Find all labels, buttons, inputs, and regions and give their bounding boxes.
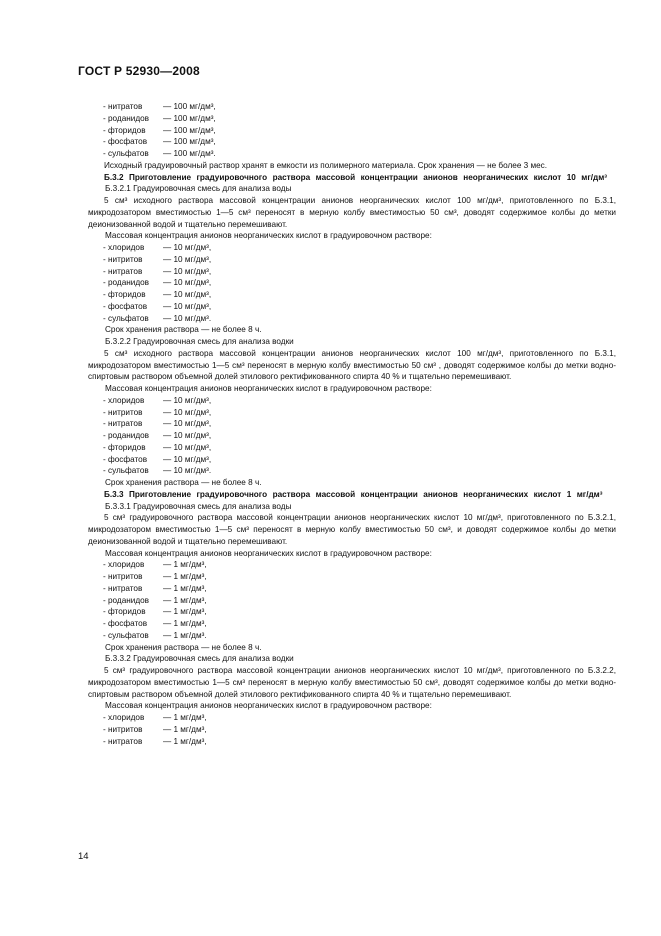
shelf-life-text: Срок хранения раствора — не более 8 ч. [105,325,262,335]
concentration-text: Массовая концентрация анионов неорганических кислот в градуировочном растворе: [105,701,432,711]
anion-concentration: — 10 мг/дм³, [163,431,212,440]
anion-name: - роданидов [103,431,150,440]
anion-concentration: — 10 мг/дм³, [163,419,212,429]
subsection-b332: Б.3.3.2 Градуировочная смесь для анализа водки [105,654,294,664]
anion-name: - нитратов [103,736,143,746]
list-anions-100 [88,101,616,160]
anion-name: - фосфатов [103,454,148,464]
list-item [88,254,616,266]
anion-name: - нитритов [103,572,143,581]
anion-name: - фосфатов [103,619,148,628]
anion-concentration: — 1 мг/дм³, [163,713,207,722]
list-item [88,101,616,113]
anion-concentration: — 10 мг/дм³, [163,454,212,464]
anion-concentration: — 100 мг/дм³, [163,102,216,111]
anion-concentration: — 10 мг/дм³, [163,278,212,288]
list-item [88,571,616,583]
concentration-text: Массовая концентрация анионов неорганических кислот в градуировочном растворе: [105,548,432,558]
concentration-text: Массовая концентрация анионов неорганических кислот в градуировочном растворе: [105,384,432,393]
anion-concentration: — 1 мг/дм³, [163,595,207,605]
list-item [88,736,616,748]
list-item [88,712,616,724]
anion-name: - сульфатов [103,313,149,323]
subsection-b331: Б.3.3.1 Градуировочная смесь для анализа воды [105,501,292,511]
list-anions-1-vodka [88,712,616,747]
anion-concentration: — 100 мг/дм³, [163,113,216,123]
anion-name: - фосфатов [103,301,148,311]
list-item [88,148,616,160]
anion-name: - нитритов [103,254,143,264]
list-item [88,313,616,325]
list-item [88,418,616,430]
anion-concentration: — 10 мг/дм³, [163,407,212,417]
anion-concentration: — 100 мг/дм³, [163,125,216,135]
page-number: 14 [78,851,89,862]
anion-name: - хлоридов [103,395,145,405]
anion-concentration: — 10 мг/дм³, [163,395,212,405]
anion-concentration: — 10 мг/дм³, [163,301,212,311]
list-item [88,559,616,571]
list-item [88,724,616,736]
list-item [88,442,616,454]
section-heading-b33: Б.3.3 Приготовление градуировочного раствора массовой концентрации анионов неорганических кислот 1 мг/дм³ [104,489,603,499]
subsection-b322: Б.3.2.2 Градуировочная смесь для анализа водки [105,337,294,346]
list-anions-1-water [88,559,616,641]
anion-name: - роданидов [103,278,150,288]
list-item [88,301,616,313]
list-item [88,595,616,607]
page-header-title: ГОСТ Р 52930—2008 [78,64,200,78]
list-item [88,266,616,278]
anion-concentration: — 10 мг/дм³, [163,266,212,276]
list-item [88,606,616,618]
anion-concentration: — 1 мг/дм³, [163,572,207,581]
anion-name: - нитритов [103,407,143,417]
document-body [88,101,616,747]
list-item [88,242,616,254]
anion-name: - роданидов [103,595,150,605]
anion-name: - сульфатов [103,466,149,476]
anion-name: - фторидов [103,290,146,299]
anion-name: - нитратов [103,583,143,593]
anion-name: - хлоридов [103,713,145,722]
list-item [88,113,616,125]
list-anions-10-vodka [88,395,616,477]
anion-concentration: — 1 мг/дм³, [163,607,207,617]
anion-concentration: — 100 мг/дм³. [163,149,216,158]
anion-concentration: — 1 мг/дм³, [163,583,207,593]
list-item [88,277,616,289]
concentration-text: Массовая концентрация анионов неорганических кислот в градуировочном растворе: [105,231,432,241]
list-item [88,407,616,419]
anion-name: - нитратов [103,419,143,429]
anion-concentration: — 10 мг/дм³, [163,243,212,252]
list-item [88,454,616,466]
anion-concentration: — 10 мг/дм³, [163,442,212,452]
list-anions-10-water [88,242,616,324]
list-item [88,618,616,630]
paragraph-storage: Исходный градуировочный раствор хранят в емкости из полимерного материала. Срок хранения — не более 3 мес. [104,160,548,170]
anion-concentration: — 1 мг/дм³, [163,736,207,746]
paragraph-b321: 5 см³ исходного раствора массовой концентрации анионов неорганических кислот 100 мг/дм³, приготовленного по Б.3.1, микродозатором вместимостью 1—5 см³ переносят в мерную колбу вместимостью 50 см³, доводят содержимое колбы до метки деионизованной водой и тщательно перемешивают. [88,196,616,229]
anion-concentration: — 1 мг/дм³, [163,560,207,570]
list-item [88,125,616,137]
anion-name: - сульфатов [103,630,149,640]
anion-concentration: — 1 мг/дм³, [163,619,207,628]
anion-concentration: — 1 мг/дм³. [163,630,207,640]
anion-name: - фторидов [103,125,146,135]
subsection-b321: Б.3.2.1 Градуировочная смесь для анализа воды [105,184,292,194]
anion-name: - хлоридов [103,243,145,252]
list-item [88,289,616,301]
shelf-life-text: Срок хранения раствора — не более 8 ч. [105,642,262,652]
anion-concentration: — 100 мг/дм³, [163,137,216,147]
anion-name: - хлоридов [103,560,145,570]
shelf-life-text: Срок хранения раствора — не более 8 ч. [105,478,262,487]
paragraph-b322: 5 см³ исходного раствора массовой концентрации анионов неорганических кислот 100 мг/дм³, приготовленного по Б.3.1, микродозатором вместимостью 1—5 см³ переносят в мерную колбу вместимостью 50 см³ , доводят содержимое колбы до метки водно-спиртовым раствором объемной долей этилового ректификованного спирта 40 % и тщательно перемешивают. [88,348,616,382]
anion-name: - нитратов [103,102,143,111]
anion-concentration: — 10 мг/дм³, [163,290,212,299]
anion-concentration: — 10 мг/дм³. [163,313,212,323]
list-item [88,630,616,642]
anion-name: - фторидов [103,607,146,617]
section-heading-b32: Б.3.2 Приготовление градуировочного раствора массовой концентрации анионов неорганических кислот 10 мг/дм³ [104,172,607,182]
anion-name: - роданидов [103,113,150,123]
anion-name: - нитритов [103,724,143,734]
paragraph-b331: 5 см³ градуировочного раствора массовой концентрации анионов неорганических кислот 10 мг/дм³, приготовленного по Б.3.2.1, микродозатором вместимостью 1—5 см³ переносят в мерную колбу вместимостью 50 см³, и доводят содержимое колбы до метки деионизованной водой и тщательно перемешивают. [88,513,616,546]
anion-concentration: — 1 мг/дм³, [163,724,207,734]
anion-concentration: — 10 мг/дм³. [163,466,212,476]
anion-name: - фторидов [103,442,146,452]
list-item [88,465,616,477]
anion-name: - сульфатов [103,149,149,158]
anion-concentration: — 10 мг/дм³, [163,254,212,264]
list-item [88,395,616,407]
list-item [88,583,616,595]
anion-name: - фосфатов [103,137,148,147]
list-item [88,136,616,148]
list-item [88,430,616,442]
anion-name: - нитратов [103,266,143,276]
paragraph-b332: 5 см³ градуировочного раствора массовой концентрации анионов неорганических кислот 10 мг/дм³, приготовленного по Б.3.2.2, микродозатором вместимостью 1—5 см³ переносят в мерную колбу вместимостью 50 см³, доводят содержимое колбы до метки водно-спиртовым раствором объемной долей этилового ректификованного спирта 40 % и тщательно перемешивают. [88,666,616,699]
